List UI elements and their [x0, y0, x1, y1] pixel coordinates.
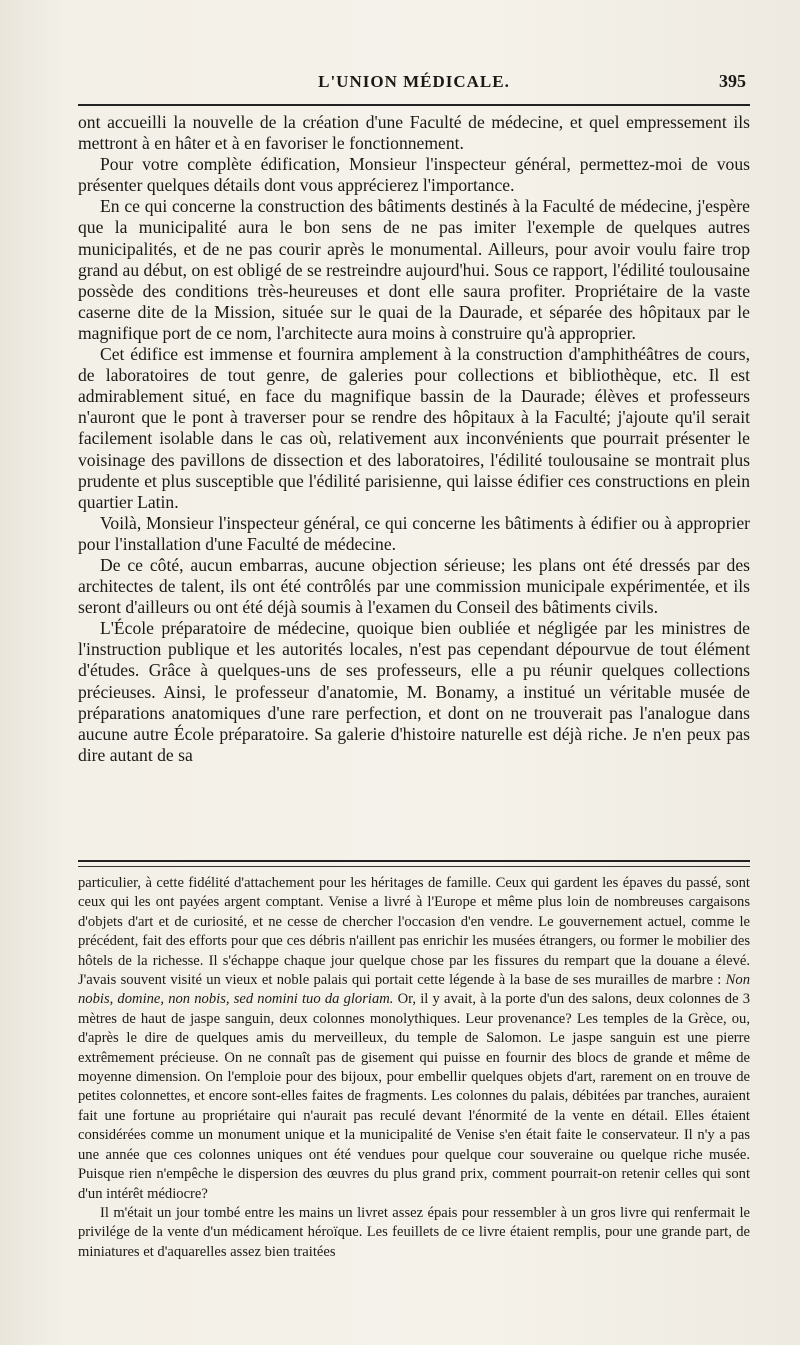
main-text [78, 112, 750, 766]
footnote-paragraph: Il m'était un jour tombé entre les mains un livret assez épais pour ressembler à un gros livre qui renfermait le privilége de la vente d'un médicament héroïque. Les feuillets de ce livre étaient remplis, pour une grande part, de miniatures et d'aquarelles assez bien traitées [78, 1204, 750, 1260]
page-header [78, 70, 750, 100]
running-title: L'UNION MÉDICALE. [318, 72, 510, 91]
footnote-separator [78, 860, 750, 867]
footnote-paragraph [78, 874, 750, 1204]
latin-motto: Non nobis, domine, non nobis, sed nomini tuo da gloriam. [78, 972, 750, 1008]
footnote-text: particulier, à cette fidélité d'attachement pour les héritages de famille. Ceux qui gardent les épaves du passé, sont ceux qui les ont payées argent comptant. Venise a livré à l'Europe et même plus loin de nombreuses cargaisons d'objets d'art et de curiosité, et ne cesse de chercher l'occasion d'en vendre. Le gouvernement actuel, comme le précédent, fait des efforts pour que ces débris n'aillent pas enrichir les musées étrangers, ou former le mobilier des hôtels de la richesse. Il s'échappe chaque jour quelque chose par les fissures du rempart que la douane a élevé. J'avais souvent visité un vieux et noble palais qui portait cette légende à la base de ses murailles de marbre : [78, 875, 750, 989]
paragraph: Cet édifice est immense et fournira amplement à la construction d'amphithéâtres de cours, de laboratoires de tout genre, de galeries pour collections et bibliothèque, etc. Il est admirablement situé, en face du magnifique bassin de la Daurade; élèves et professeurs n'auront que le pont à traverser pour se rendre des hôpitaux à la Faculté; j'ajoute qu'il serait facilement isolable dans le cas où, relativement aux inconvénients que pourrait présenter le voisinage des pavillons de dissection et des laboratoires, l'édilité toulousaine se montrait plus prudente et plus susceptible que l'édilité parisienne, qui laisse édifier ces constructions en plein quartier Latin. [78, 344, 750, 512]
header-rule [78, 104, 750, 106]
footnote-text: Or, il y avait, à la porte d'un des salons, deux colonnes de 3 mètres de haut de jaspe sanguin, deux colonnes monolythiques. Leur provenance? Les temples de la Grèce, ou, d'après le dire de quelques amis du merveilleux, du temple de Salomon. Le jaspe sanguin est une pierre extrêmement précieuse. On ne connaît pas de gisement qui puisse en fournir des blocs de grande et même de moyenne dimension. On l'emploie pour des bijoux, pour embellir quelques objets d'art, rarement on en trouve de petites colonnettes, et encore sont-elles faites de fragments. Les colonnes du palais, débitées par tranches, auraient fait une fortune au propriétaire qui n'aurait pas reculé devant l'énormité de la vente en détail. Elles étaient considérées comme un monument unique et la municipalité de Venise s'en était faite le conservateur. Il n'y a pas une année que ces colonnes uniques ont été vendues pour quelque cour souveraine ou quelque riche musée. Puisque rien n'empêche le dispersion des œuvres du plus grand prix, comment pourrait-on retenir celles qui sont d'un intérêt médiocre? [78, 991, 751, 1202]
page-number: 395 [719, 71, 746, 91]
paragraph: L'École préparatoire de médecine, quoique bien oubliée et négligée par les ministres de l'instruction publique et les autorités locales, n'est pas cependant dépourvue de tout élément d'études. Grâce à quelques-uns de ses professeurs, elle a pu réunir quelques collections précieuses. Ainsi, le professeur d'anatomie, M. Bonamy, a institué un véritable musée de préparations anatomiques d'une rare perfection, et dont on ne trouverait pas l'analogue dans aucune autre École préparatoire. Sa galerie d'histoire naturelle est déjà riche. Je n'en peux pas dire autant de sa [78, 618, 750, 765]
paragraph: Pour votre complète édification, Monsieur l'inspecteur général, permettez-moi de vous présenter quelques détails dont vous apprécierez l'importance. [78, 154, 750, 196]
paragraph: En ce qui concerne la construction des bâtiments destinés à la Faculté de médecine, j'espère que la municipalité aura le bon sens de ne pas imiter l'exemple de quelques autres municipalités, et de ne pas courir après le monumental. Ailleurs, pour avoir voulu faire trop grand au début, on est obligé de se restreindre aujourd'hui. Sous ce rapport, l'édilité toulousaine possède des conditions très-heureuses et dont elle saura profiter. Propriétaire de la vaste caserne dite de la Mission, située sur le quai de la Daurade, et séparée des hôpitaux par le magnifique port de ce nom, l'architecte aura moins à construire qu'à approprier. [78, 196, 750, 343]
paragraph: ont accueilli la nouvelle de la création d'une Faculté de médecine, et quel empressement ils mettront à en hâter et à en favoriser le fonctionnement. [78, 112, 750, 154]
paragraph: Voilà, Monsieur l'inspecteur général, ce qui concerne les bâtiments à édifier ou à approprier pour l'installation d'une Faculté de médecine. [78, 512, 750, 554]
paragraph: De ce côté, aucun embarras, aucune objection sérieuse; les plans ont été dressés par des architectes de talent, ils ont été contrôlés par une commission municipale expérimentée, et ils seront d'ailleurs ou ont été déjà soumis à l'examen du Conseil des bâtiments civils. [78, 554, 750, 618]
footnote [78, 874, 750, 1262]
